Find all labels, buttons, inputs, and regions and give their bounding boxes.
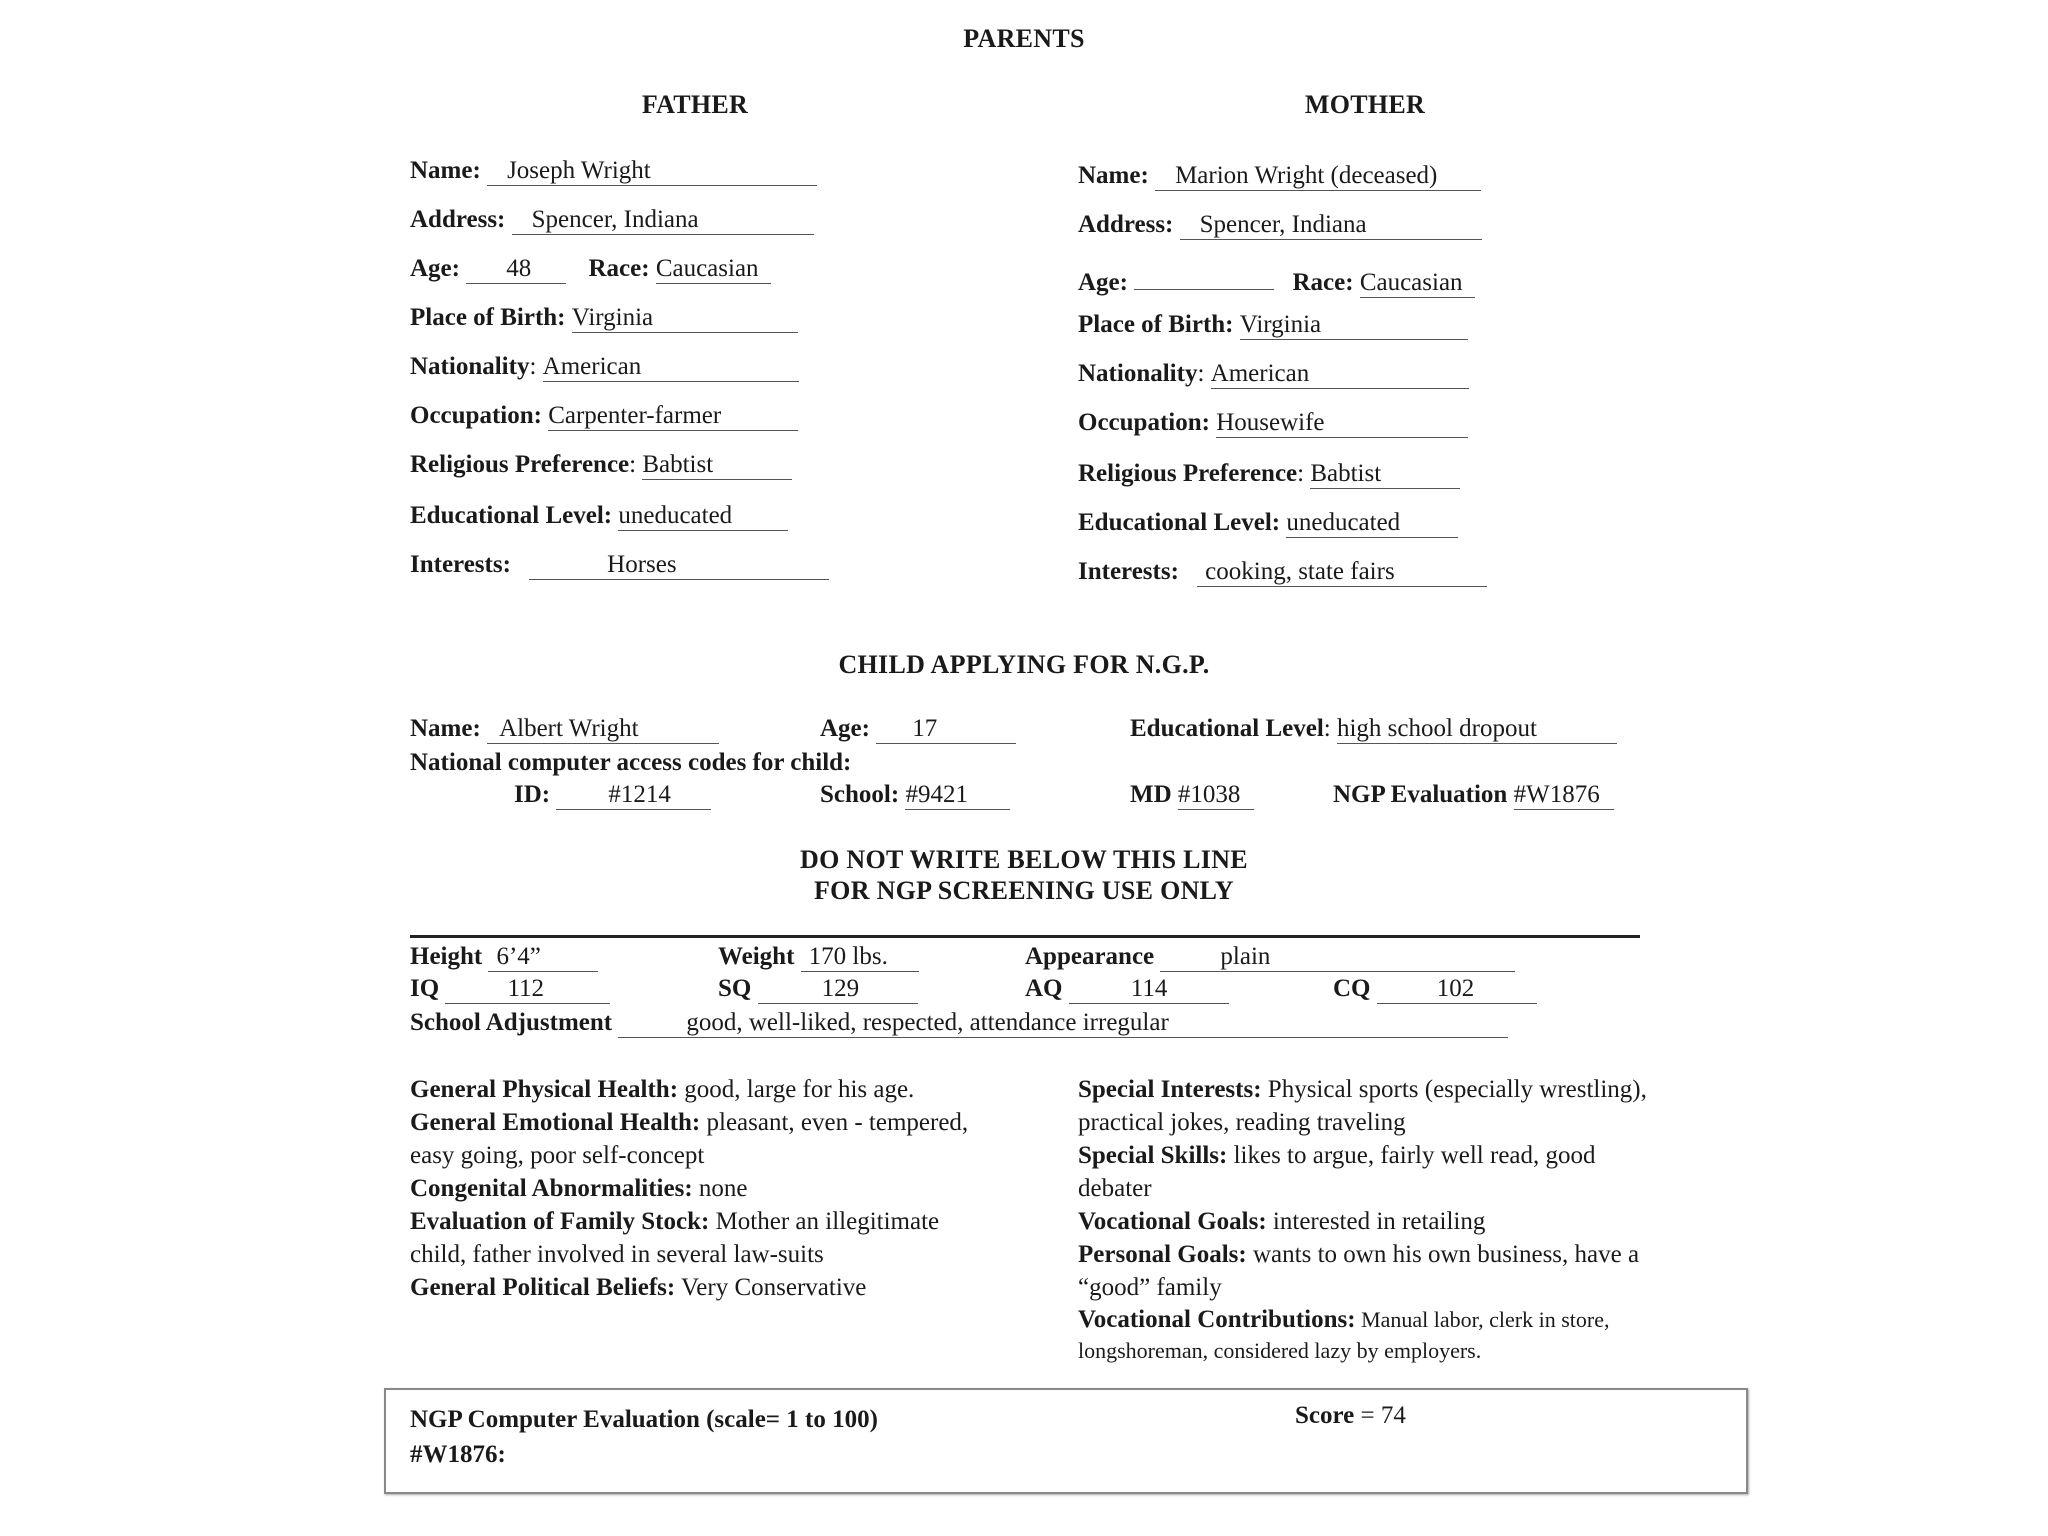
mother-interests-label: Interests:	[1078, 558, 1179, 585]
note-vocational-contributions: Vocational Contributions: Manual labor, clerk in store, longshoreman, considered lazy by employers.	[1078, 1306, 1610, 1363]
father-address-label: Address:	[410, 206, 506, 233]
aq-label: AQ	[1025, 975, 1063, 1002]
mother-occupation-field: Housewife	[1216, 409, 1468, 438]
child-age-label: Age:	[820, 715, 870, 742]
father-name-field: Joseph Wright	[487, 157, 817, 186]
father-interests-row	[410, 550, 829, 580]
separator-line	[410, 935, 1640, 938]
mother-birth-row	[1078, 310, 1468, 340]
mother-name-row	[1078, 161, 1481, 191]
child-name-field: Albert Wright	[487, 715, 719, 744]
mother-education-row	[1078, 508, 1458, 538]
child-md-field: #1038	[1178, 781, 1254, 810]
child-education-field: high school dropout	[1337, 715, 1617, 744]
cq-row	[1333, 974, 1537, 1004]
father-religion-field: Babtist	[642, 451, 792, 480]
father-nationality-label: Nationality	[410, 353, 530, 380]
mother-name-field: Marion Wright (deceased)	[1155, 162, 1481, 191]
note-family-stock: Evaluation of Family Stock: Mother an illegitimate child, father involved in several law-suits	[410, 1208, 940, 1268]
note-emotional-health: General Emotional Health: pleasant, even - tempered, easy going, poor self-concept	[410, 1109, 969, 1169]
child-ngp-field: #W1876	[1514, 781, 1614, 810]
cq-label: CQ	[1333, 975, 1371, 1002]
father-education-label: Educational Level:	[410, 502, 613, 529]
mother-heading: MOTHER	[1304, 90, 1426, 119]
father-address-row	[410, 205, 814, 235]
father-birth-row	[410, 303, 798, 333]
note-political-beliefs: General Political Beliefs: Very Conservative	[410, 1274, 867, 1301]
child-education-label: Educational Level	[1130, 715, 1324, 742]
father-name-label: Name:	[410, 157, 481, 184]
father-age-label: Age:	[410, 255, 460, 282]
notes-right	[1078, 1073, 1658, 1366]
iq-label: IQ	[410, 975, 440, 1002]
child-heading: CHILD APPLYING FOR N.G.P.	[838, 650, 1210, 679]
father-age-field: 48	[466, 255, 566, 284]
father-occupation-field: Carpenter-farmer	[548, 402, 798, 431]
father-birth-label: Place of Birth:	[410, 304, 566, 331]
mother-address-row	[1078, 210, 1482, 240]
mother-age-row	[1078, 261, 1475, 298]
height-row	[410, 942, 598, 972]
school-adjustment-field: good, well-liked, respected, attendance irregular	[618, 1009, 1508, 1038]
mother-religion-field: Babtist	[1310, 460, 1460, 489]
mother-interests-field: cooking, state fairs	[1197, 558, 1487, 587]
note-vocational-goals: Vocational Goals: interested in retailing	[1078, 1208, 1486, 1235]
mother-address-label: Address:	[1078, 211, 1174, 238]
school-adjustment-row	[410, 1008, 1508, 1038]
father-occupation-label: Occupation:	[410, 402, 542, 429]
father-birth-field: Virginia	[572, 304, 798, 333]
aq-row	[1025, 974, 1229, 1004]
iq-row	[410, 974, 610, 1004]
child-education-row: Educational Level: high school dropout	[1130, 714, 1617, 744]
child-school-label: School:	[820, 781, 900, 808]
father-interests-field: Horses	[529, 551, 829, 580]
mother-religion-label: Religious Preference	[1078, 460, 1298, 487]
child-ngp-label: NGP Evaluation	[1333, 781, 1508, 808]
mother-interests-row	[1078, 557, 1487, 587]
mother-birth-field: Virginia	[1240, 311, 1468, 340]
father-nationality-row: Nationality: American	[410, 352, 799, 382]
notice-line-2: FOR NGP SCREENING USE ONLY	[813, 876, 1235, 905]
child-school-row	[820, 780, 1010, 810]
mother-education-label: Educational Level:	[1078, 509, 1281, 536]
sq-label: SQ	[718, 975, 752, 1002]
father-education-field: uneducated	[618, 502, 788, 531]
score-label: Score	[1295, 1402, 1355, 1429]
father-address-field: Spencer, Indiana	[512, 206, 814, 235]
evaluation-label: NGP Computer Evaluation (scale= 1 to 100)	[410, 1406, 878, 1433]
iq-field: 112	[445, 975, 610, 1004]
child-age-row	[820, 714, 1016, 744]
mother-address-field: Spencer, Indiana	[1180, 211, 1482, 240]
school-adjustment-label: School Adjustment	[410, 1009, 613, 1036]
note-special-interests: Special Interests: Physical sports (especially wrestling), practical jokes, reading traveling	[1078, 1076, 1647, 1136]
father-name-row	[410, 156, 817, 186]
cq-field: 102	[1377, 975, 1537, 1004]
page-title: PARENTS	[963, 24, 1085, 53]
appearance-label: Appearance	[1025, 943, 1155, 970]
father-religion-row: Religious Preference: Babtist	[410, 450, 792, 480]
child-school-field: #9421	[905, 781, 1010, 810]
father-interests-label: Interests:	[410, 551, 511, 578]
mother-occupation-label: Occupation:	[1078, 409, 1210, 436]
father-heading: FATHER	[641, 90, 749, 119]
note-personal-goals: Personal Goals: wants to own his own business, have a “good” family	[1078, 1241, 1640, 1301]
notes-left	[410, 1073, 980, 1304]
weight-field: 170 lbs.	[801, 943, 919, 972]
father-religion-label: Religious Preference	[410, 451, 630, 478]
father-nationality-field: American	[543, 353, 799, 382]
child-id-row	[514, 780, 711, 810]
child-ngp-row	[1333, 780, 1614, 810]
father-age-row	[410, 254, 771, 284]
height-label: Height	[410, 943, 483, 970]
mother-education-field: uneducated	[1286, 509, 1458, 538]
mother-religion-row: Religious Preference: Babtist	[1078, 459, 1460, 489]
mother-age-label: Age:	[1078, 269, 1128, 296]
height-field: 6’4”	[488, 943, 598, 972]
aq-field: 114	[1069, 975, 1229, 1004]
mother-occupation-row	[1078, 408, 1468, 438]
sq-field: 129	[758, 975, 918, 1004]
weight-label: Weight	[718, 943, 795, 970]
note-congenital-abnormalities: Congenital Abnormalities: none	[410, 1175, 748, 1202]
child-id-field: #1214	[556, 781, 711, 810]
notice-line-1: DO NOT WRITE BELOW THIS LINE	[800, 845, 1248, 874]
sq-row	[718, 974, 918, 1004]
score-value: 74	[1380, 1402, 1406, 1429]
mother-age-field	[1134, 261, 1274, 290]
mother-nationality-field: American	[1211, 360, 1469, 389]
mother-race-label: Race:	[1292, 269, 1354, 296]
evaluation-score-row: Score = 74	[1295, 1402, 1406, 1429]
child-name-row	[410, 714, 719, 744]
note-physical-health: General Physical Health: good, large for his age.	[410, 1076, 915, 1103]
appearance-row	[1025, 942, 1515, 972]
mother-race-field: Caucasian	[1360, 269, 1475, 298]
weight-row	[718, 942, 919, 972]
mother-nationality-row: Nationality: American	[1078, 359, 1469, 389]
father-race-field: Caucasian	[656, 255, 771, 284]
father-occupation-row	[410, 401, 798, 431]
appearance-field: plain	[1160, 943, 1515, 972]
father-race-label: Race:	[588, 255, 650, 282]
child-md-label: MD	[1130, 781, 1172, 808]
child-codes-label: National computer access codes for child:	[410, 749, 852, 776]
mother-name-label: Name:	[1078, 162, 1149, 189]
father-education-row	[410, 501, 788, 531]
evaluation-box	[384, 1388, 1748, 1494]
child-age-field: 17	[876, 715, 1016, 744]
child-md-row	[1130, 780, 1254, 810]
note-special-skills: Special Skills: likes to argue, fairly well read, good debater	[1078, 1142, 1596, 1202]
mother-birth-label: Place of Birth:	[1078, 311, 1234, 338]
evaluation-code: #W1876:	[410, 1441, 506, 1468]
mother-nationality-label: Nationality	[1078, 360, 1198, 387]
child-id-label: ID:	[514, 781, 551, 808]
child-name-label: Name:	[410, 715, 481, 742]
